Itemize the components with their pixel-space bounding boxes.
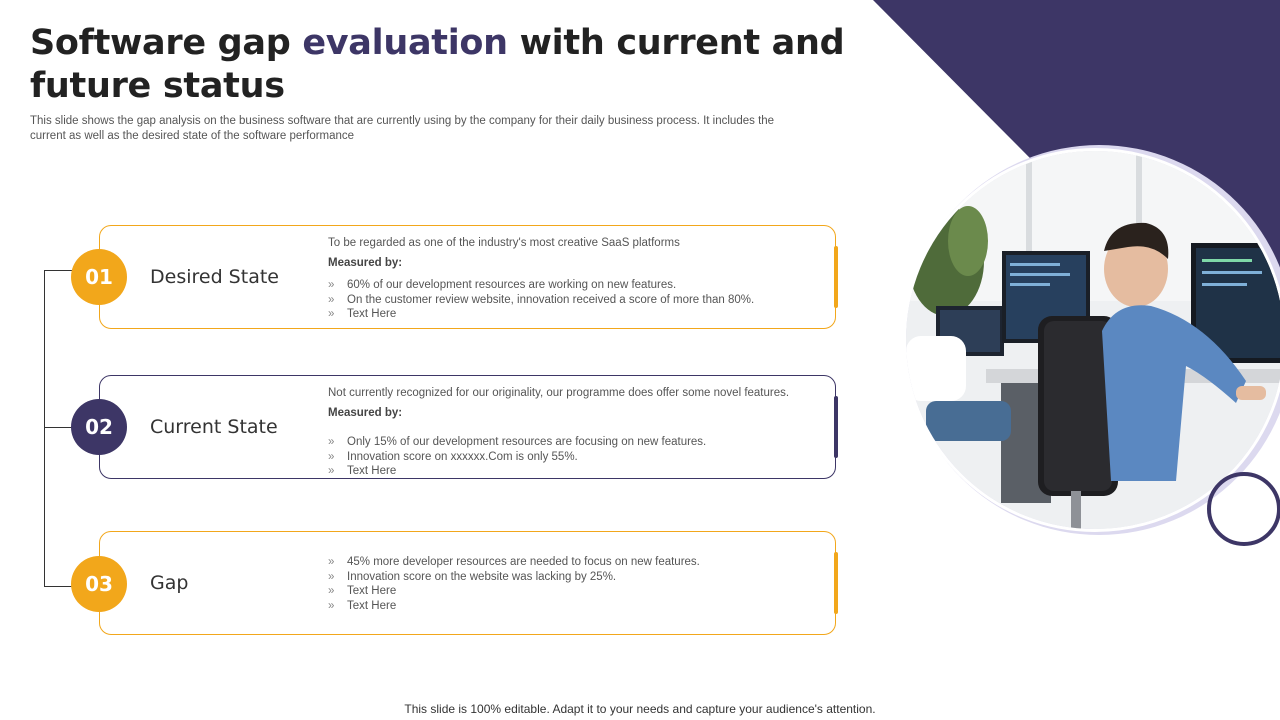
card-label: Gap: [150, 572, 189, 594]
list-item: » Only 15% of our development resources are focusing on new features.: [328, 435, 818, 450]
card-label: Current State: [150, 416, 278, 438]
list-item: » Text Here: [328, 584, 818, 599]
desired-state-card: [99, 225, 836, 329]
page-title: [30, 22, 850, 108]
list-item: » On the customer review website, innovation received a score of more than 80%.: [328, 293, 818, 308]
card-body: [328, 236, 818, 322]
list-item: » 60% of our development resources are working on new features.: [328, 278, 818, 293]
measured-by-label: Measured by:: [328, 256, 403, 269]
card-accent-tick: [834, 552, 838, 614]
title-highlight: evaluation: [302, 23, 508, 63]
list-item: » Text Here: [328, 464, 818, 479]
bullet-list: [328, 555, 818, 613]
step-badge-03: 03: [71, 556, 127, 612]
card-body: [328, 386, 818, 479]
gap-card: [99, 531, 836, 635]
page-subtitle: This slide shows the gap analysis on the business software that are currently using by the company for their daily business process. It includes the current as well as the desired state of the software performance: [30, 115, 775, 142]
card-label: Desired State: [150, 266, 279, 288]
list-item: » Text Here: [328, 307, 818, 322]
title-part-1: Software gap: [30, 23, 303, 63]
current-state-card: [99, 375, 836, 479]
card-accent-tick: [834, 246, 838, 308]
step-badge-02: 02: [71, 399, 127, 455]
list-item: » 45% more developer resources are needed to focus on new features.: [328, 555, 818, 570]
card-intro-text: Not currently recognized for our originality, our programme does offer some novel features.: [328, 387, 790, 399]
office-illustration: [906, 151, 1280, 529]
list-item: » Innovation score on xxxxxx.Com is only 55%.: [328, 450, 818, 465]
card-accent-tick: [834, 396, 838, 458]
bullet-list: [328, 435, 818, 479]
footer-note: This slide is 100% editable. Adapt it to your needs and capture your audience's attention.: [404, 702, 876, 716]
measured-by-label: Measured by:: [328, 406, 403, 419]
step-badge-01: 01: [71, 249, 127, 305]
title-part-2: with current and future status: [30, 23, 845, 106]
card-intro-text: To be regarded as one of the industry's most creative SaaS platforms: [328, 237, 680, 249]
list-item: » Text Here: [328, 599, 818, 614]
card-body: [328, 555, 818, 613]
list-item: » Innovation score on the website was lacking by 25%.: [328, 570, 818, 585]
decorative-outline-circle: [1207, 472, 1280, 546]
office-workers-photo: [903, 148, 1280, 532]
bullet-list: [328, 278, 818, 322]
